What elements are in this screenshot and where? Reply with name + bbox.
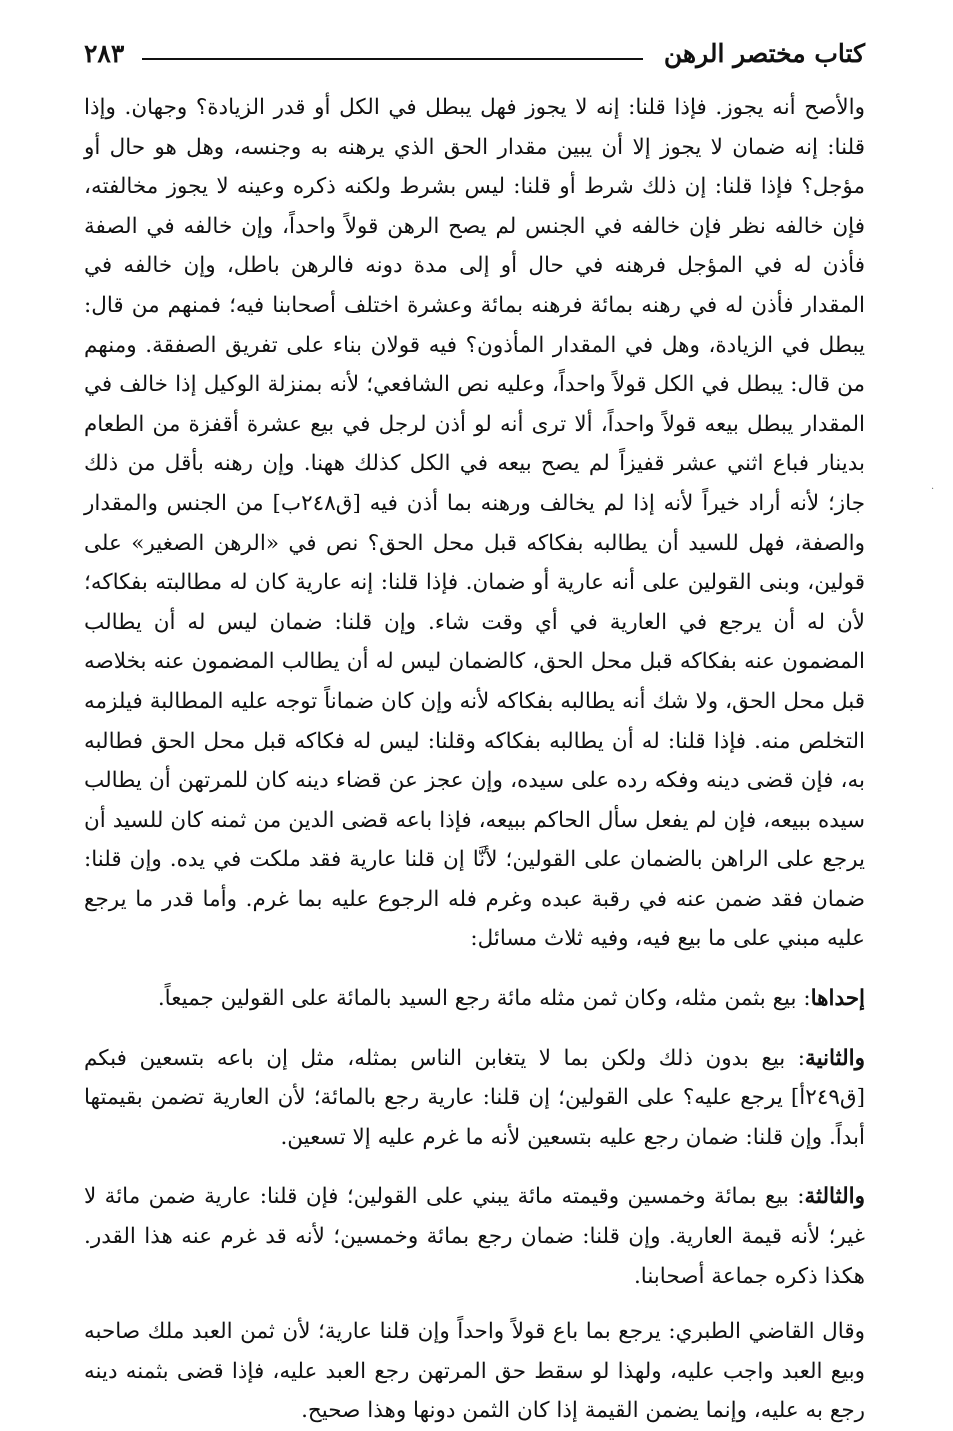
body-text (84, 88, 865, 1431)
book-title: كتاب مختصر الرهن (663, 39, 865, 68)
page-number: ٢٨٣ (84, 39, 125, 68)
issue-text: : بيع بدون ذلك ولكن بما لا يتغابن الناس بمثله، مثل إن باعه بتسعين فبكم [ق٢٤٩أ] يرجع عليه؟ على القولين؛ إن قلنا: عارية رجع بالمائة؛ لأن العارية تضمن بقيمتها أبداً. وإن قلنا: ضمان رجع عليه بتسعين لأنه ما غرم عليه إلا تسعين. (84, 1045, 865, 1150)
issue-label: والثانية (805, 1045, 865, 1071)
issue-first (84, 979, 865, 1019)
issue-label: والثالثة (804, 1184, 865, 1210)
issue-second (84, 1039, 865, 1158)
closing-paragraph: وقال القاضي الطبري: يرجع بما باع قولاً واحداً وإن قلنا عارية؛ لأن ثمن العبد ملك صاحبه وبيع العبد واجب عليه، ولهذا لو سقط حق المرتهن رجع العبد عليه، فإذا قضى بثمنه دينه رجع به عليه، وإنما يضمن القيمة إذا كان الثمن دونها وهذا صحيح. (84, 1319, 865, 1424)
page-header (84, 34, 865, 74)
issue-text: : بيع بمائة وخمسين وقيمته مائة يبني على القولين؛ فإن قلنا: عارية ضمن مائة لا غير؛ لأنه قيمة العارية. وإن قلنا: ضمان رجع بمائة وخمسين؛ لأنه قد غرم عنه هذا القدر. هكذا ذكره جماعة أصحابنا. (84, 1184, 865, 1289)
issue-third (84, 1177, 865, 1296)
issue-label: إحداها (810, 986, 865, 1012)
header-rule (142, 58, 643, 60)
issue-text: : بيع بثمن مثله، وكان ثمن مثله مائة رجع السيد بالمائة على القولين جميعاً. (157, 986, 811, 1012)
main-paragraph: والأصح أنه يجوز. فإذا قلنا: إنه لا يجوز فهل يبطل في الكل أو قدر الزيادة؟ وجهان. وإذا قلنا: إنه ضمان لا يجوز إلا أن يبين مقدار الحق الذي يرهنه به وجنسه، وهل هو حال أو مؤجل؟ فإذا قلنا: إن ذلك شرط أو قلنا: ليس بشرط ولكنه ذكره وعينه لا يجوز مخالفته، فإن خالفه نظر فإن خالفه في الجنس لم يصح الرهن قولاً واحداً، وإن خالفه في الصفة فأذن له في المؤجل فرهنه في حال أو إلى مدة دونه فالرهن باطل، وإن خالفه في المقدار فأذن له في رهنه بمائة فرهنه بمائة وعشرة اختلف أصحابنا فيه؛ فمنهم من قال: يبطل في الزيادة، وهل في المقدار المأذون؟ فيه قولان بناء على تفريق الصفقة. ومنهم من قال: يبطل في الكل قولاً واحداً، وعليه نص الشافعي؛ لأنه بمنزلة الوكيل إذا خالف في المقدار يبطل بيعه قولاً واحداً، ألا ترى أنه لو أذن لرجل في بيع عشرة أقفزة من الطعام بدينار فباع اثني عشر قفيزاً لم يصح بيعه في الكل كذلك ههنا. وإن رهنه بأقل من ذلك جاز؛ لأنه أراد خيراً لأنه إذا لم يخالف ورهنه بما أذن فيه [ق٢٤٨ب] من الجنس والمقدار والصفة، فهل للسيد أن يطالبه بفكاكه قبل محل الحق؟ نص في «الرهن الصغير» على قولين، وبنى القولين على أنه عارية أو ضمان. فإذا قلنا: إنه عارية كان له مطالبته بفكاكه؛ لأن له أن يرجع في العارية في أي وقت شاء. وإن قلنا: ضمان ليس له أن يطالب المضمون عنه بفكاكه قبل محل الحق، كالضمان ليس له أن يطالب المضمون عنه بخلاصه قبل محل الحق، ولا شك أنه يطالبه بفكاكه لأنه وإن كان ضماناً توجه عليه المطالبة فيلزمه التخلص منه. فإذا قلنا: له أن يطالبه بفكاكه وقلنا: ليس له فكاكه قبل محل الحق فطالبه به، فإن قضى دينه وفكه رده على سيده، وإن عجز عن قضاء دينه كان للمرتهن أن يطالب سيده ببيعه، فإن لم يفعل سأل الحاكم ببيعه، فإذا باعه قضى الدين من ثمنه كان للسيد أن يرجع على الراهن بالضمان على القولين؛ لأنَّا إن قلنا عارية فقد ملكت في يده. وإن قلنا: ضمان فقد ضمن عنه في رقبة عبده وغرم فله الرجوع عليه بما غرم. وأما قدر ما يرجع عليه مبني على ما بيع فيه، وفيه ثلاث مسائل: (84, 95, 866, 952)
margin-mark: · (931, 484, 935, 495)
